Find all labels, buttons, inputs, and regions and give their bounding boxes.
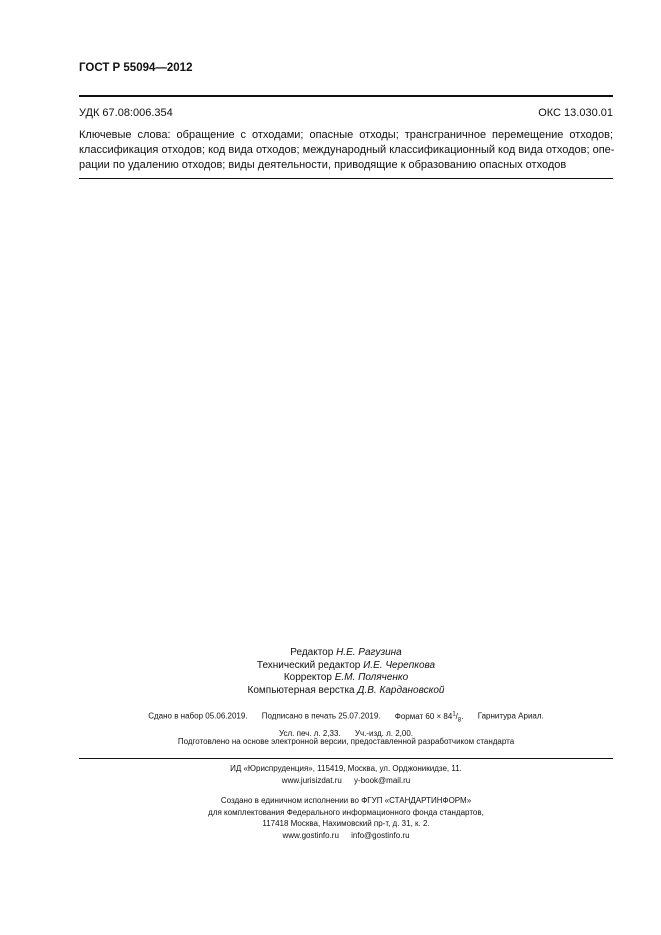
created-contacts [79, 830, 613, 842]
keywords-divider [79, 178, 613, 179]
signed-date: Подписано в печать 25.07.2019. [261, 711, 381, 721]
publisher-address: ИД «Юриспруденция», 115419, Москва, ул. Орджоникидзе, 11. [230, 764, 462, 773]
prepared-note: Подготовлено на основе электронной версии, предоставленной разработчиком стандарта [177, 737, 515, 746]
gostinfo-website-link[interactable]: www.gostinfo.ru [282, 830, 339, 840]
created-line-1: Создано в единичном исполнении во ФГУП «СТАНДАРТИНФОРМ» [220, 796, 472, 805]
layout-name: Д.В. Кардановской [357, 684, 445, 696]
format-prefix: Формат 60 × 84 [394, 711, 453, 721]
standard-id: ГОСТ Р 55094—2012 [79, 62, 193, 74]
typeface: Гарнитура Ариал. [477, 711, 544, 721]
format-suffix: . [461, 711, 464, 721]
created-block [79, 795, 613, 841]
imprint-divider [79, 758, 613, 759]
publisher-block [79, 763, 613, 787]
top-divider [79, 95, 613, 97]
corrector-label: Корректор [283, 672, 332, 683]
publisher-website-link[interactable]: www.jurisizdat.ru [281, 776, 342, 785]
created-line-2: для комплектования Федерального информационного фонда стандартов, [208, 807, 484, 817]
submitted-date: Сдано в набор 05.06.2019. [148, 711, 248, 721]
keywords-block [79, 128, 613, 173]
format-separator: / [455, 711, 458, 721]
print-sheets: Усл. печ. л. 2,33. [278, 729, 341, 739]
keywords-line: Ключевые слова: обращение с отходами; опасные отходы; трансграничное перемещение отходов; [79, 129, 613, 141]
format-denominator: 8 [457, 717, 462, 724]
editor-name: Н.Е. Рагузина [336, 647, 402, 658]
publisher-contacts [79, 775, 613, 787]
print-info-line [79, 707, 613, 727]
tech-editor-name: И.Е. Черепкова [363, 659, 436, 671]
publisher-email-link[interactable]: y-book@mail.ru [354, 776, 411, 785]
layout-credit [79, 685, 613, 698]
paper-format [394, 711, 464, 724]
editor-credit [79, 647, 613, 660]
layout-label: Компьютерная верстка [247, 684, 355, 696]
gostinfo-email-link[interactable]: info@gostinfo.ru [351, 830, 410, 840]
editor-label: Редактор [290, 647, 334, 658]
corrector-name: Е.М. Поляченко [334, 672, 409, 683]
tech-editor-credit [79, 660, 613, 673]
oks-code: ОКС 13.030.01 [538, 107, 613, 119]
corrector-credit [79, 672, 613, 685]
publisher-sheets: Уч.-изд. л. 2,00. [354, 729, 414, 739]
keywords-line: классификация отходов; код вида отходов; международный классификационный код вида отходов; опе- [79, 144, 615, 156]
created-line-3: 117418 Москва, Нахимовский пр-т, д. 31, к. 2. [262, 819, 430, 828]
udk-code: УДК 67.08:006.354 [79, 107, 173, 119]
keywords-line: рации по удалению отходов; виды деятельности, приводящие к образованию опасных отходов [79, 159, 567, 171]
format-numerator: 1 [452, 711, 456, 717]
credits-block [79, 647, 613, 697]
tech-editor-label: Технический редактор [256, 659, 361, 671]
